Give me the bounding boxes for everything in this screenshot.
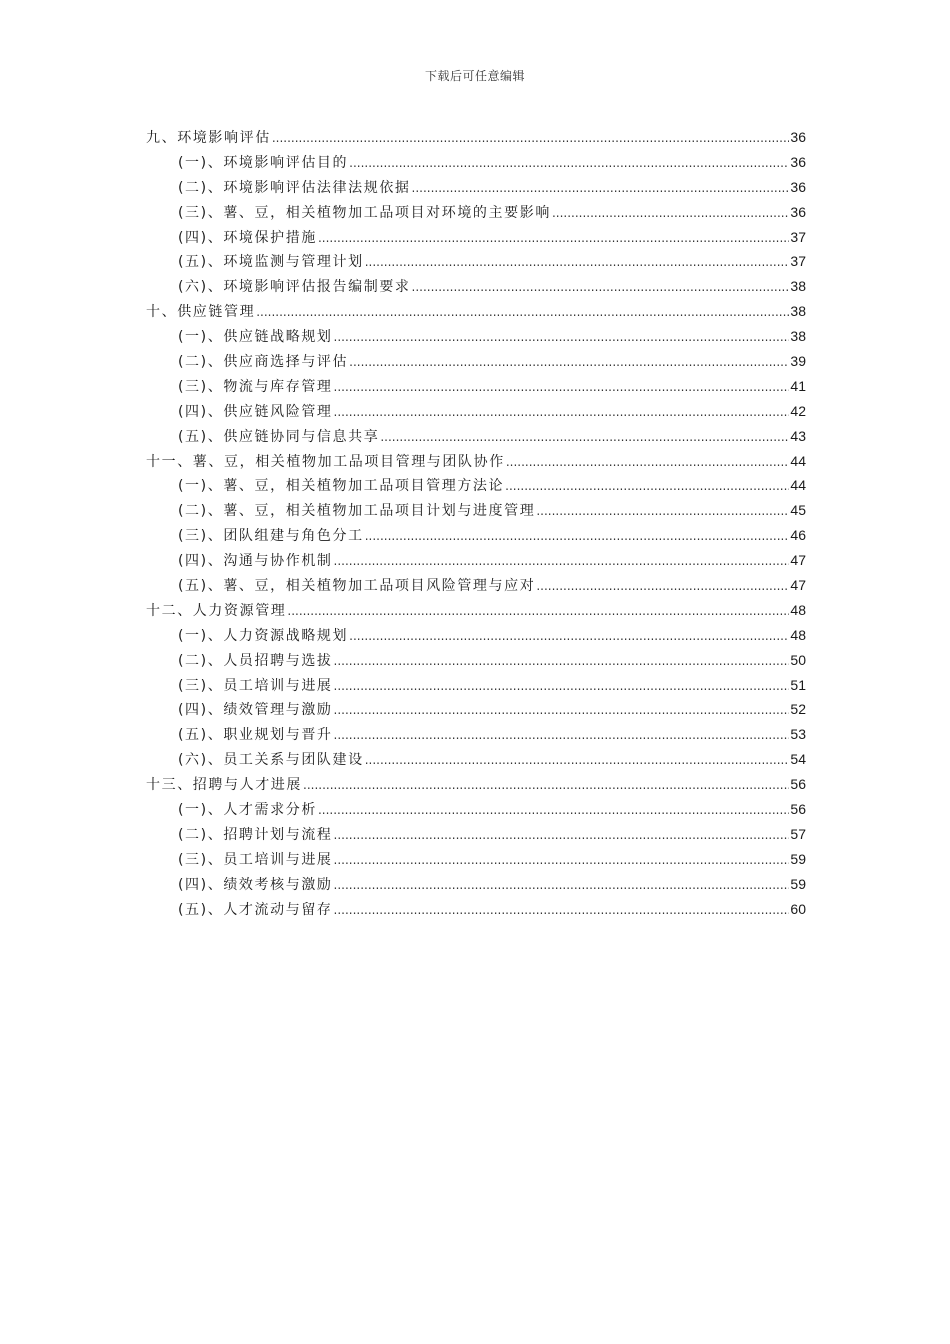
- toc-entry-label: 十一、薯、豆，相关植物加工品项目管理与团队协作: [146, 453, 505, 470]
- toc-dot-leader: [303, 773, 789, 798]
- toc-entry-label: (五)、环境监测与管理计划: [178, 254, 364, 271]
- toc-entry-page-number: 36: [790, 178, 806, 195]
- toc-dot-leader: [334, 698, 790, 723]
- toc-dot-leader: [334, 723, 790, 748]
- toc-entry-label: 十二、人力资源管理: [146, 602, 287, 619]
- toc-entry-label: (三)、薯、豆，相关植物加工品项目对环境的主要影响: [178, 204, 551, 221]
- toc-dot-leader: [318, 226, 789, 251]
- toc-section-entry[interactable]: [146, 822, 806, 847]
- toc-dot-leader: [365, 524, 790, 549]
- toc-dot-leader: [536, 499, 789, 524]
- toc-entry-label: (三)、员工培训与进展: [178, 677, 333, 694]
- toc-section-entry[interactable]: [146, 200, 806, 225]
- toc-dot-leader: [334, 400, 790, 425]
- toc-entry-page-number: 60: [790, 900, 806, 917]
- toc-chapter-entry[interactable]: [146, 772, 806, 797]
- toc-entry-label: (六)、环境影响评估报告编制要求: [178, 279, 411, 296]
- toc-entry-label: (四)、绩效管理与激励: [178, 702, 333, 719]
- toc-entry-page-number: 38: [790, 278, 806, 295]
- toc-section-entry[interactable]: [146, 747, 806, 772]
- toc-entry-label: (一)、供应链战略规划: [178, 329, 333, 346]
- toc-entry-page-number: 37: [790, 228, 806, 245]
- toc-section-entry[interactable]: [146, 399, 806, 424]
- toc-entry-page-number: 56: [790, 801, 806, 818]
- toc-section-entry[interactable]: [146, 374, 806, 399]
- toc-dot-leader: [412, 275, 790, 300]
- toc-dot-leader: [334, 549, 790, 574]
- toc-dot-leader: [334, 873, 790, 898]
- toc-section-entry[interactable]: [146, 548, 806, 573]
- toc-entry-page-number: 36: [790, 129, 806, 145]
- toc-entry-page-number: 47: [790, 552, 806, 569]
- toc-entry-page-number: 46: [790, 527, 806, 544]
- toc-section-entry[interactable]: [146, 573, 806, 598]
- toc-dot-leader: [365, 748, 790, 773]
- toc-dot-leader: [552, 201, 789, 226]
- toc-section-entry[interactable]: [146, 673, 806, 698]
- toc-entry-page-number: 38: [790, 328, 806, 345]
- toc-entry-label: (一)、人力资源战略规划: [178, 627, 349, 644]
- toc-section-entry[interactable]: [146, 623, 806, 648]
- toc-entry-label: (一)、人才需求分析: [178, 802, 317, 819]
- toc-section-entry[interactable]: [146, 797, 806, 822]
- toc-dot-leader: [349, 624, 789, 649]
- toc-section-entry[interactable]: [146, 523, 806, 548]
- toc-chapter-entry[interactable]: [146, 598, 806, 623]
- toc-dot-leader: [334, 898, 790, 923]
- toc-entry-page-number: 42: [790, 402, 806, 419]
- toc-entry-page-number: 43: [790, 427, 806, 444]
- toc-section-entry[interactable]: [146, 473, 806, 498]
- toc-dot-leader: [334, 848, 790, 873]
- toc-entry-page-number: 37: [790, 253, 806, 270]
- toc-entry-page-number: 53: [790, 726, 806, 743]
- toc-chapter-entry[interactable]: [146, 125, 806, 150]
- toc-entry-page-number: 59: [790, 875, 806, 892]
- toc-dot-leader: [287, 599, 789, 624]
- toc-entry-label: (五)、薯、豆，相关植物加工品项目风险管理与应对: [178, 578, 536, 595]
- toc-dot-leader: [256, 300, 789, 325]
- toc-section-entry[interactable]: [146, 175, 806, 200]
- toc-entry-page-number: 48: [790, 626, 806, 643]
- toc-section-entry[interactable]: [146, 249, 806, 274]
- toc-entry-label: (三)、物流与库存管理: [178, 378, 333, 395]
- toc-section-entry[interactable]: [146, 897, 806, 922]
- toc-entry-page-number: 44: [790, 452, 806, 469]
- toc-section-entry[interactable]: [146, 349, 806, 374]
- toc-dot-leader: [412, 176, 790, 201]
- toc-section-entry[interactable]: [146, 722, 806, 747]
- toc-section-entry[interactable]: [146, 847, 806, 872]
- toc-section-entry[interactable]: [146, 697, 806, 722]
- toc-section-entry[interactable]: [146, 648, 806, 673]
- toc-chapter-entry[interactable]: [146, 299, 806, 324]
- toc-section-entry[interactable]: [146, 498, 806, 523]
- toc-section-entry[interactable]: [146, 225, 806, 250]
- toc-entry-page-number: 59: [790, 850, 806, 867]
- toc-dot-leader: [536, 574, 789, 599]
- toc-entry-page-number: 39: [790, 353, 806, 370]
- toc-dot-leader: [349, 350, 789, 375]
- toc-entry-label: 九、环境影响评估: [146, 130, 271, 146]
- page-header-note: 下载后可任意编辑: [424, 69, 525, 83]
- toc-entry-label: 十三、招聘与人才进展: [146, 777, 302, 794]
- toc-section-entry[interactable]: [146, 324, 806, 349]
- toc-entry-label: (一)、薯、豆，相关植物加工品项目管理方法论: [178, 478, 505, 495]
- toc-entry-label: (五)、职业规划与晋升: [178, 727, 333, 744]
- toc-dot-leader: [334, 375, 790, 400]
- toc-entry-page-number: 50: [790, 651, 806, 668]
- toc-section-entry[interactable]: [146, 150, 806, 175]
- table-of-contents: [146, 125, 806, 922]
- toc-section-entry[interactable]: [146, 424, 806, 449]
- toc-entry-label: (二)、薯、豆，相关植物加工品项目计划与进度管理: [178, 503, 536, 520]
- toc-dot-leader: [505, 474, 789, 499]
- toc-entry-page-number: 36: [790, 153, 806, 170]
- toc-dot-leader: [318, 798, 789, 823]
- toc-entry-page-number: 45: [790, 502, 806, 519]
- toc-section-entry[interactable]: [146, 274, 806, 299]
- toc-dot-leader: [506, 450, 790, 475]
- toc-entry-label: 十、供应链管理: [146, 304, 256, 321]
- toc-entry-label: (一)、环境影响评估目的: [178, 154, 349, 171]
- toc-entry-label: (四)、沟通与协作机制: [178, 553, 333, 570]
- toc-entry-page-number: 47: [790, 577, 806, 594]
- toc-entry-page-number: 36: [790, 203, 806, 220]
- toc-entry-label: (二)、供应商选择与评估: [178, 354, 349, 371]
- toc-entry-page-number: 54: [790, 751, 806, 768]
- toc-entry-label: (六)、员工关系与团队建设: [178, 752, 364, 769]
- toc-entry-label: (二)、招聘计划与流程: [178, 826, 333, 843]
- toc-dot-leader: [334, 325, 790, 350]
- toc-entry-label: (四)、绩效考核与激励: [178, 876, 333, 893]
- toc-entry-label: (二)、人员招聘与选拔: [178, 652, 333, 669]
- toc-entry-page-number: 57: [790, 825, 806, 842]
- toc-entry-page-number: 51: [790, 676, 806, 693]
- toc-entry-label: (三)、团队组建与角色分工: [178, 528, 364, 545]
- toc-entry-label: (五)、供应链协同与信息共享: [178, 428, 380, 445]
- toc-entry-label: (四)、供应链风险管理: [178, 403, 333, 420]
- toc-dot-leader: [349, 151, 789, 176]
- toc-entry-page-number: 52: [790, 701, 806, 718]
- toc-chapter-entry[interactable]: [146, 449, 806, 474]
- toc-dot-leader: [334, 674, 790, 699]
- toc-dot-leader: [365, 250, 790, 275]
- toc-entry-label: (二)、环境影响评估法律法规依据: [178, 179, 411, 196]
- toc-entry-page-number: 56: [790, 776, 806, 793]
- toc-entry-page-number: 48: [790, 601, 806, 618]
- toc-dot-leader: [272, 126, 790, 151]
- toc-entry-page-number: 41: [790, 377, 806, 394]
- toc-entry-page-number: 44: [790, 477, 806, 494]
- toc-entry-label: (五)、人才流动与留存: [178, 901, 333, 918]
- toc-dot-leader: [334, 649, 790, 674]
- toc-entry-page-number: 38: [790, 303, 806, 320]
- toc-entry-label: (四)、环境保护措施: [178, 229, 317, 246]
- toc-entry-label: (三)、员工培训与进展: [178, 851, 333, 868]
- toc-dot-leader: [334, 823, 790, 848]
- toc-dot-leader: [380, 425, 789, 450]
- toc-section-entry[interactable]: [146, 872, 806, 897]
